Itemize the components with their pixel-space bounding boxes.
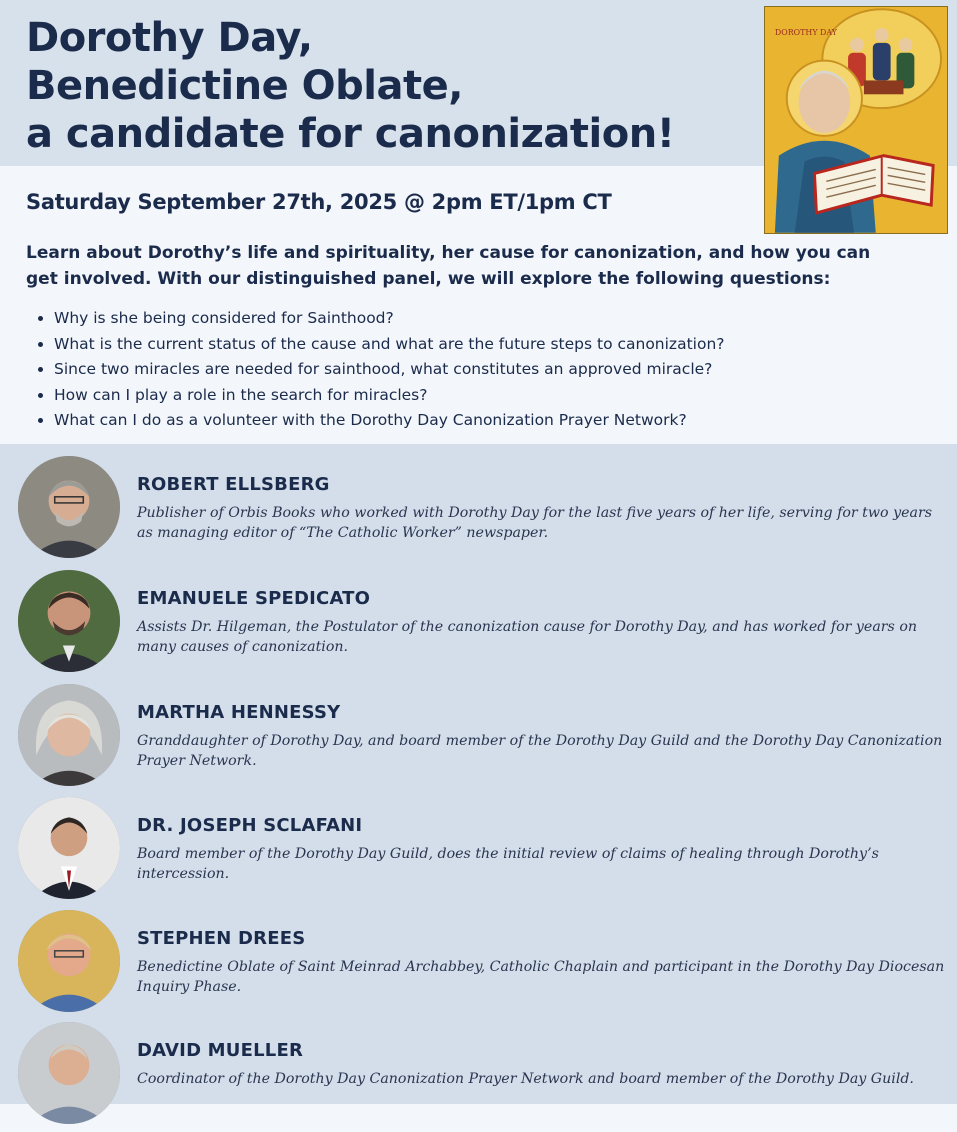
list-item: • Why is she being considered for Sainthood? bbox=[54, 306, 725, 332]
panelist-stephen-drees bbox=[0, 910, 957, 1020]
title-line-2: Benedictine Oblate, bbox=[26, 63, 463, 109]
list-item: • Since two miracles are needed for sainthood, what constitutes an approved miracle? bbox=[54, 357, 725, 383]
avatar bbox=[18, 1022, 120, 1124]
title-line-1: Dorothy Day, bbox=[26, 15, 313, 61]
panelist-name: EMANUELE SPEDICATO bbox=[137, 588, 371, 609]
dorothy-day-icon-painting bbox=[764, 6, 948, 234]
title-line-3: a candidate for canonization! bbox=[26, 111, 675, 157]
panelist-description: Granddaughter of Dorothy Day, and board member of the Dorothy Day Guild and the Dorothy Day Canonization Prayer Network. bbox=[137, 733, 943, 769]
panelist-description: Publisher of Orbis Books who worked with Dorothy Day for the last five years of her life, serving for two years as managing editor of “The Catholic Worker” newspaper. bbox=[137, 505, 933, 541]
intro-paragraph: Learn about Dorothy’s life and spirituality, her cause for canonization, and how you can get involved. With our distinguished panel, we will explore the following questions: bbox=[26, 243, 871, 289]
avatar bbox=[18, 910, 120, 1012]
page-title bbox=[26, 14, 674, 158]
panelist-emanuele-spedicato bbox=[0, 570, 957, 680]
icon-painting-illustration bbox=[765, 7, 947, 233]
panelist-robert-ellsberg bbox=[0, 456, 957, 566]
list-item: • How can I play a role in the search for miracles? bbox=[54, 383, 725, 409]
panelist-david-mueller bbox=[0, 1022, 957, 1132]
panelist-joseph-sclafani bbox=[0, 797, 957, 907]
list-item: • What is the current status of the cause and what are the future steps to canonization? bbox=[54, 332, 725, 358]
panelist-name: MARTHA HENNESSY bbox=[137, 702, 341, 723]
list-item: • What can I do as a volunteer with the Dorothy Day Canonization Prayer Network? bbox=[54, 408, 725, 434]
questions-list bbox=[26, 306, 725, 434]
avatar bbox=[18, 570, 120, 672]
panelist-description: Coordinator of the Dorothy Day Canonization Prayer Network and board member of the Dorothy Day Guild. bbox=[137, 1071, 914, 1087]
avatar bbox=[18, 797, 120, 899]
panelist-martha-hennessy bbox=[0, 684, 957, 794]
icon-lettering: DOROTHY DAY bbox=[774, 27, 838, 37]
avatar bbox=[18, 456, 120, 558]
panelist-name: DR. JOSEPH SCLAFANI bbox=[137, 815, 363, 836]
avatar bbox=[18, 684, 120, 786]
panelist-description: Assists Dr. Hilgeman, the Postulator of the canonization cause for Dorothy Day, and has worked for years on many causes of canonization. bbox=[137, 619, 918, 655]
panelist-description: Benedictine Oblate of Saint Meinrad Archabbey, Catholic Chaplain and participant in the Dorothy Day Diocesan Inquiry Phase. bbox=[137, 959, 945, 995]
panelist-name: DAVID MUELLER bbox=[137, 1040, 304, 1061]
panelist-name: STEPHEN DREES bbox=[137, 928, 306, 949]
panelist-description: Board member of the Dorothy Day Guild, does the initial review of claims of healing through Dorothy’s intercession. bbox=[137, 846, 879, 882]
event-date: Saturday September 27th, 2025 @ 2pm ET/1pm CT bbox=[26, 190, 612, 214]
panelist-name: ROBERT ELLSBERG bbox=[137, 474, 330, 495]
